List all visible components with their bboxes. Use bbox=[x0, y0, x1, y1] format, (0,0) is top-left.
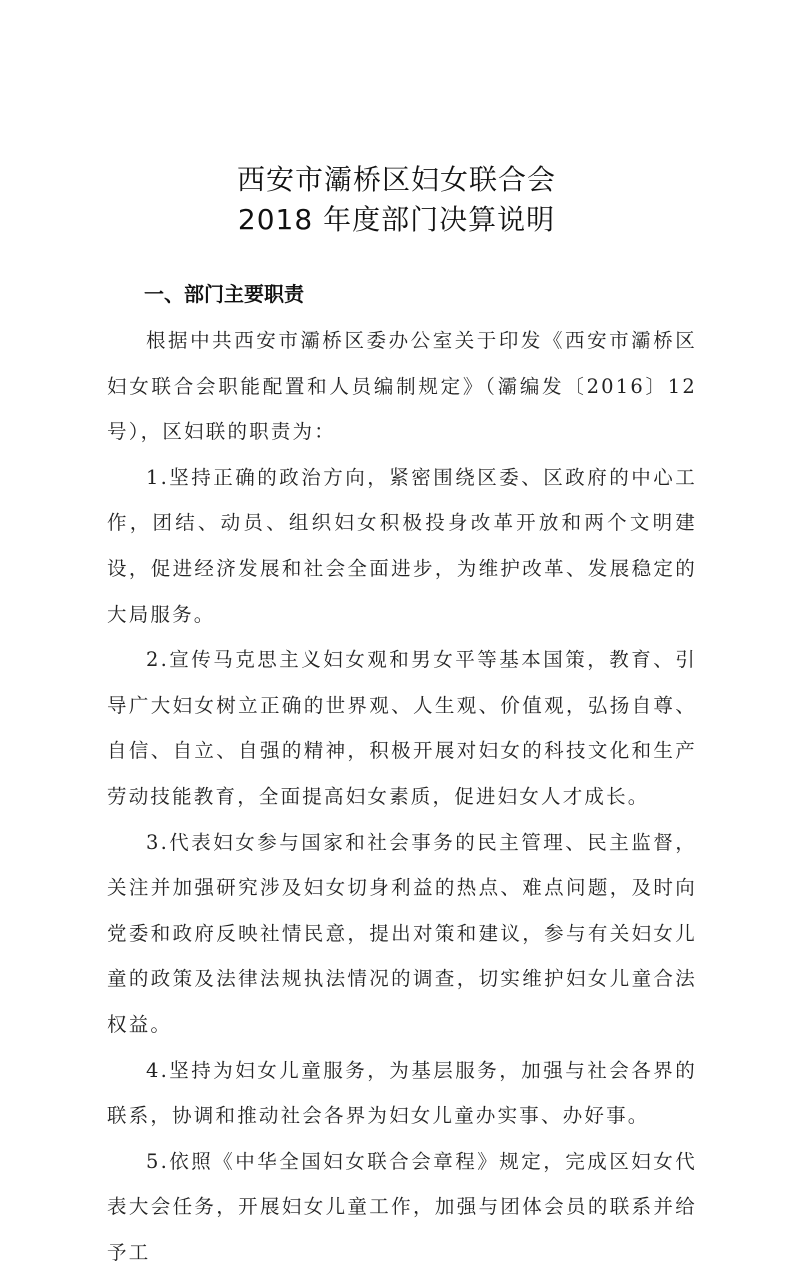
paragraph-duty-4: 4.坚持为妇女儿童服务，为基层服务，加强与社会各界的联系，协调和推动社会各界为妇女儿童办实事、办好事。 bbox=[107, 1058, 697, 1128]
document-body bbox=[107, 318, 697, 1275]
document-title-line1: 西安市灞桥区妇女联合会 bbox=[236, 163, 556, 196]
paragraph-duty-2: 2.宣传马克思主义妇女观和男女平等基本国策，教育、引导广大妇女树立正确的世界观、人生观、价值观，弘扬自尊、自信、自立、自强的精神，积极开展对妇女的科技文化和生产劳动技能教育，全面提高妇女素质，促进妇女人才成长。 bbox=[107, 648, 697, 808]
section-heading: 一、部门主要职责 bbox=[144, 282, 304, 306]
paragraph-duty-5: 5.依照《中华全国妇女联合会章程》规定，完成区妇女代表大会任务，开展妇女儿童工作，加强与团体会员的联系并给予工 bbox=[107, 1149, 697, 1264]
paragraph-intro: 根据中共西安市灞桥区委办公室关于印发《西安市灞桥区妇女联合会职能配置和人员编制规定》（灞编发〔2016〕12号），区妇联的职责为： bbox=[107, 329, 697, 444]
paragraph-duty-3: 3.代表妇女参与国家和社会事务的民主管理、民主监督，关注并加强研究涉及妇女切身利益的热点、难点问题，及时向党委和政府反映社情民意，提出对策和建议，参与有关妇女儿童的政策及法律法规执法情况的调查，切实维护妇女儿童合法权益。 bbox=[107, 830, 697, 1036]
paragraph-duty-1: 1.坚持正确的政治方向，紧密围绕区委、区政府的中心工作，团结、动员、组织妇女积极投身改革开放和两个文明建设，促进经济发展和社会全面进步，为维护改革、发展稳定的大局服务。 bbox=[107, 465, 697, 626]
document-title-line2: 2018 年度部门决算说明 bbox=[237, 203, 556, 236]
